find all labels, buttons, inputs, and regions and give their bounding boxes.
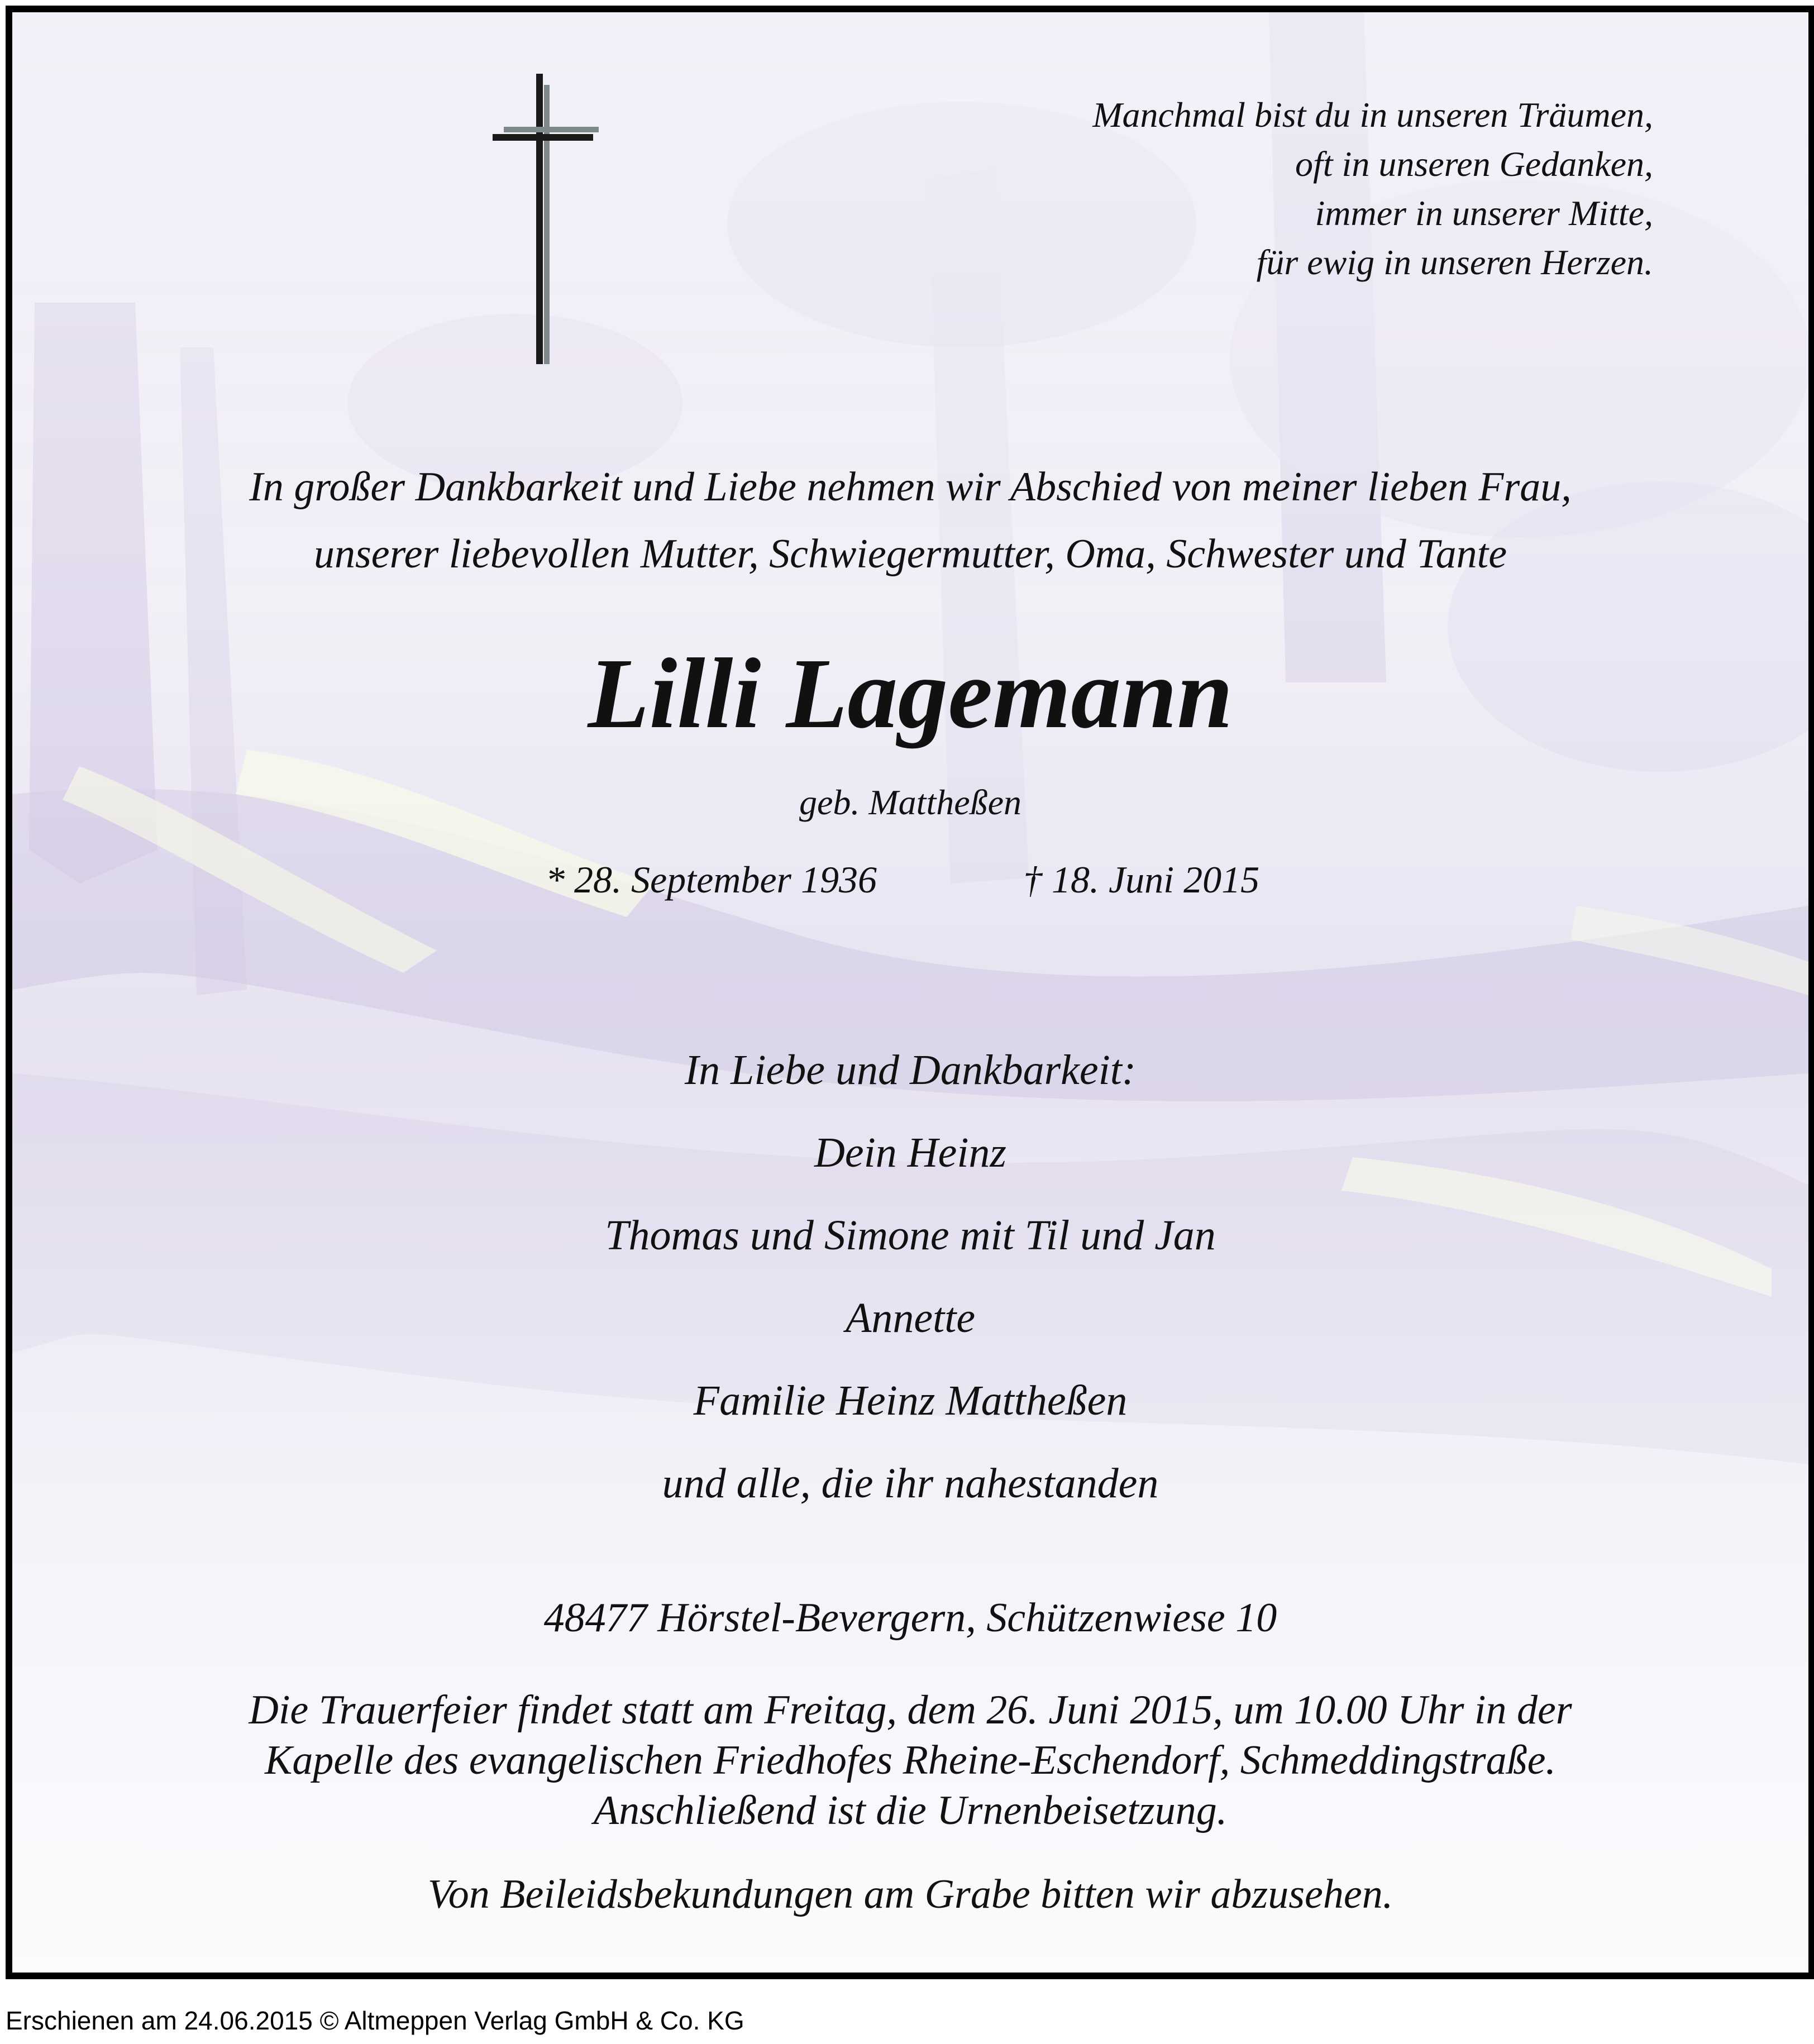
family-address: 48477 Hörstel-Bevergern, Schützenwiese 10 — [543, 1595, 1277, 1641]
mourners-heading: In Liebe und Dankbarkeit: — [684, 1047, 1137, 1093]
forest-background-image — [12, 12, 1808, 1973]
mourners-list — [12, 1029, 1808, 1525]
ceremony-line: Die Trauerfeier findet statt am Freitag, dem 26. Juni 2015, um 10.00 Uhr in der — [249, 1687, 1572, 1733]
maiden-name: geb. Mattheßen — [799, 782, 1022, 822]
poem-line: oft in unseren Gedanken, — [1295, 144, 1653, 184]
death-date: † 18. Juni 2015 — [1023, 858, 1260, 901]
mourner-entry: Annette — [845, 1295, 976, 1341]
poem-line: für ewig in unseren Herzen. — [1256, 242, 1653, 282]
poem-verse — [871, 90, 1653, 287]
poem-line: immer in unserer Mitte, — [1315, 193, 1653, 233]
intro-line: In großer Dankbarkeit und Liebe nehmen wir Abschied von meiner lieben Frau, — [249, 464, 1572, 510]
intro-line: unserer liebevollen Mutter, Schwiegermutter, Oma, Schwester und Tante — [313, 531, 1507, 577]
intro-text — [12, 453, 1808, 588]
publication-footer: Erschienen am 24.06.2015 © Altmeppen Verlag GmbH & Co. KG — [6, 2006, 744, 2035]
poem-line: Manchmal bist du in unseren Träumen, — [1092, 95, 1653, 135]
ceremony-info — [12, 1685, 1808, 1836]
mourner-entry: Familie Heinz Mattheßen — [693, 1377, 1128, 1424]
ceremony-line: Anschließend ist die Urnenbeisetzung. — [593, 1788, 1228, 1833]
obituary-frame — [6, 6, 1814, 1979]
ceremony-line: Kapelle des evangelischen Friedhofes Rheine-Eschendorf, Schmeddingstraße. — [265, 1737, 1556, 1783]
mourner-entry: und alle, die ihr nahestanden — [662, 1460, 1159, 1507]
cross-icon — [493, 74, 599, 364]
mourner-entry: Dein Heinz — [814, 1129, 1007, 1176]
birth-date: * 28. September 1936 — [546, 858, 877, 901]
condolence-note: Von Beileidsbekundungen am Grabe bitten wir abzusehen. — [427, 1871, 1393, 1917]
deceased-name: Lilli Lagemann — [588, 638, 1233, 749]
mourner-entry: Thomas und Simone mit Til und Jan — [605, 1212, 1216, 1259]
